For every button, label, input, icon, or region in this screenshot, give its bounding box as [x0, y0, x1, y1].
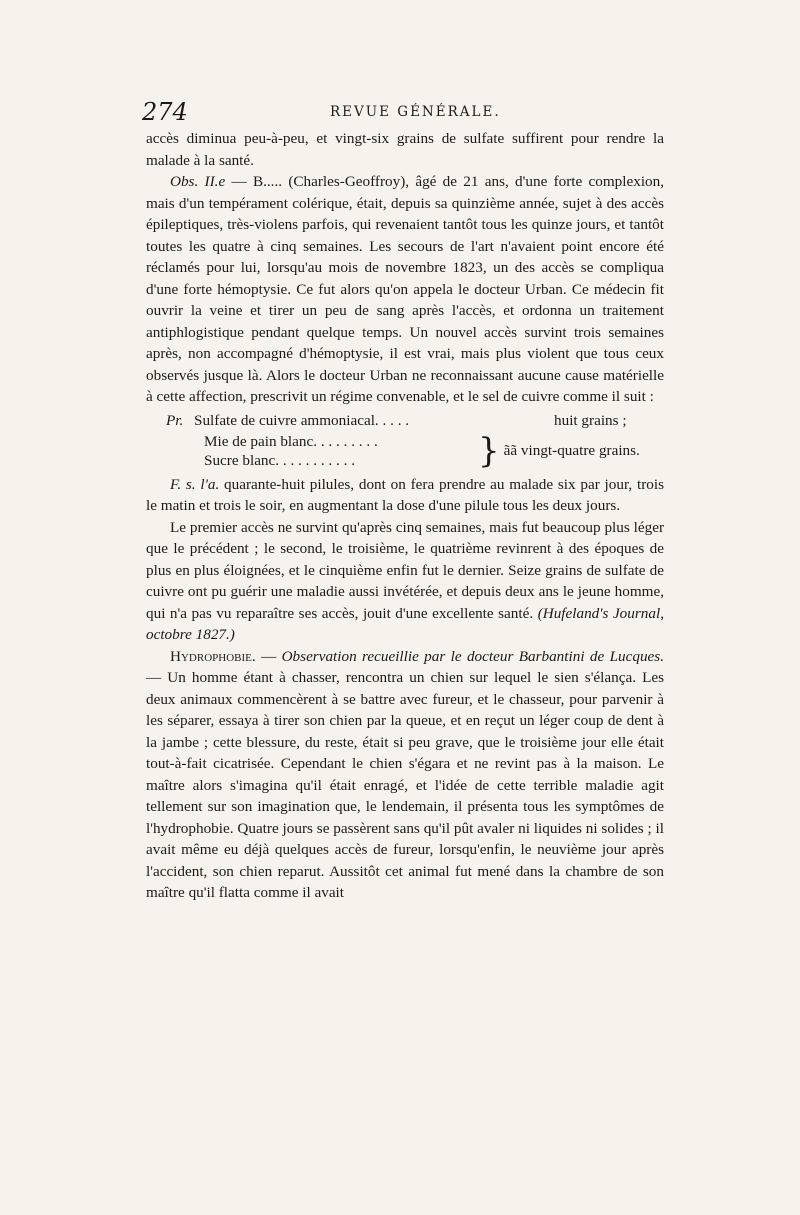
- source-citation: (Hufeland's Journal, octobre 1827.): [146, 604, 664, 643]
- observation-text: — B..... (Charles-Geoffroy), âgé de 21 ans, d'une forte complexion, mais d'un tempérament colérique, était, depuis sa quinzième année, sujet à des accès épileptiques, très-violens parfois, qui revenaient tantôt tous les quinze jours, et tantôt toutes les quatre à cinq semaines. Les secours de l'art n'avaient point encore été réclamés pour lui, lorsqu'au mois de novembre 1823, un des accès se compliqua d'une forte hémoptysie. Ce fut alors qu'on appela le docteur Urban. Ce médecin fit ouvrir la veine et tirer un peu de sang après l'accès, et ordonna un traitement antiphlogistique pendant quelque temps. Un nouvel accès survint trois semaines après, non accompagné d'hémoptysie, il est vrai, mais plus violent que tous ceux observés jusque là. Alors le docteur Urban ne reconnaissant aucune cause matérielle à cette affection, prescrivit un régime convenable, et le sel de cuivre comme il suit :: [146, 173, 665, 405]
- dosage-lead: F. s. l'a.: [170, 475, 220, 493]
- observation-label: Obs. II.e: [170, 173, 226, 190]
- section-heading: Hydrophobie. —: [170, 647, 277, 665]
- page-header: [142, 98, 672, 128]
- outcome-text: Le premier accès ne survint qu'après cinq semaines, mais fut beaucoup plus léger que le précédent ; le second, le troisième, le quatrième revinrent à des époques de plus en plus éloignées, et le cinquième enfin fut le dernier. Seize grains de sulfate de cuivre ont pu guérir une maladie aussi invétérée, et depuis deux ans le jeune homme, qui n'a pas vu reparaître ses accès, jouit d'une excellente santé.: [146, 518, 664, 622]
- grouped-ingredients: [204, 432, 474, 470]
- paragraph-continuation: accès diminua peu-à-peu, et vingt-six grains de sulfate suffirent pour rendre la malade à la santé.: [146, 130, 664, 169]
- body-text: [146, 128, 664, 904]
- ingredient-dose-1: huit grains ;: [554, 411, 627, 429]
- page-number: 274: [142, 98, 188, 126]
- prescription: [146, 410, 664, 470]
- hydrophobia-text: — Un homme étant à chasser, rencontra un chien sur lequel le sien s'élança. Les deux animaux commencèrent à se battre avec fureur, et le chasseur, pour parvenir à les séparer, essaya à tirer son chien par la queue, et en reçut un léger coup de dent à la jambe ; cette blessure, du reste, était si peu grave, que le troisième jour elle était tout-à-fait cicatrisée. Cependant le chien s'égara et ne revint pas à la maison. Le maître alors s'imagina qu'il était enragé, et l'idée de cette terrible maladie agit tellement sur son imagination que, le lendemain, il présenta tous les symptômes de l'hydrophobie. Quatre jours se passèrent sans qu'il pût avaler ni liquides ni solides ; il avait même eu déjà quelques accès de fureur, lorsqu'enfin, le neuvième jour après l'accident, son chien reparut. Aussitôt cet animal fut mené dans la chambre de son maître qu'il flatta comme il avait: [146, 669, 664, 901]
- brace-symbol: }: [478, 430, 500, 471]
- running-title: REVUE GÉNÉRALE.: [330, 104, 501, 120]
- prescription-line-1: [146, 410, 664, 432]
- prescription-group: [204, 432, 664, 470]
- section-title: Observation recueillie par le docteur Barbantini de Lucques.: [281, 647, 665, 665]
- dosage-text: quarante-huit pilules, dont on fera prendre au malade six par jour, trois le matin et trois le soir, en augmentant la dose d'une pilule tous les deux jours.: [146, 475, 664, 514]
- ingredient-sugar: Sucre blanc. . . . . . . . . . .: [204, 451, 355, 469]
- paragraph-observation-2: [146, 171, 664, 408]
- paragraph-dosage: [146, 474, 664, 517]
- prescription-lead: Pr.: [166, 411, 184, 429]
- grouped-dose: ãã vingt-quatre grains.: [503, 441, 640, 459]
- ingredient-bread: Mie de pain blanc. . . . . . . . .: [204, 432, 378, 450]
- paragraph-outcome: [146, 517, 664, 646]
- paragraph-hydrophobia: [146, 646, 664, 904]
- ingredient-copper-sulfate: Sulfate de cuivre ammoniacal. . . . .: [194, 411, 410, 429]
